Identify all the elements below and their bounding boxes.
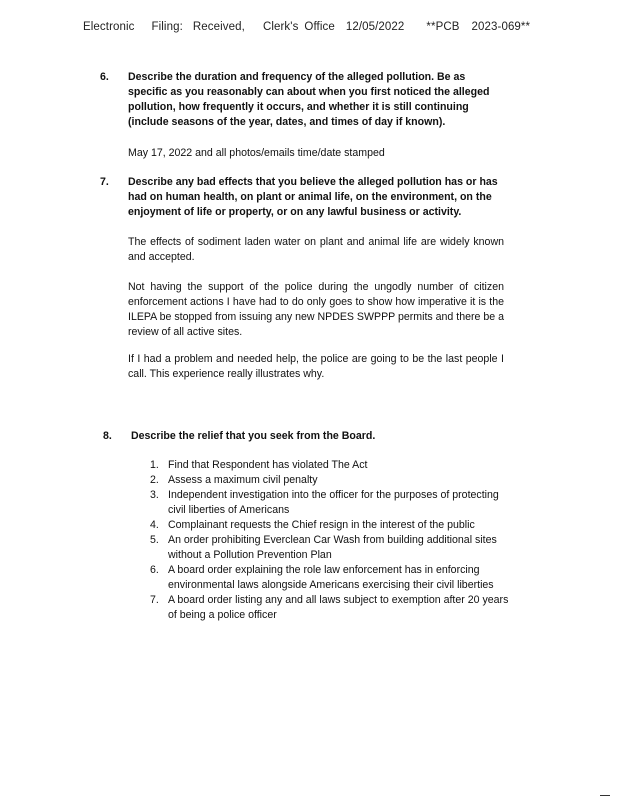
page-edge-mark (600, 795, 610, 796)
list-item: 4. Complainant requests the Chief resign in the interest of the public (150, 519, 475, 531)
answer-paragraph: Not having the support of the police during the ungodly number of citizen enforcement actions I have had to do only goes to show how imperative it is the ILEPA be stopped from issuing any new NPDES SWPPP permits and there be a review of all active sites. (128, 281, 504, 338)
question-text: Describe any bad effects that you believe the alleged pollution has or has had on human health, on plant or animal life, on the environment, on the enjoyment of life or property, or on any lawful business or activity. (128, 176, 498, 218)
list-item: 5. An order prohibiting Everclean Car Wash from building additional sites without a Pollution Prevention Plan (150, 534, 497, 561)
header-date: 12/05/2022 (345, 21, 405, 33)
list-item: 3. Independent investigation into the officer for the purposes of protecting civil liberties of Americans (150, 489, 499, 516)
filing-header (83, 21, 538, 33)
header-part: Filing: (151, 21, 183, 33)
header-part: Electronic (83, 21, 135, 33)
answer-paragraph: If I had a problem and needed help, the police are going to be the last people I call. This experience really illustrates why. (128, 353, 504, 380)
question-6 (100, 70, 504, 170)
list-item: 6. A board order explaining the role law enforcement has in enforcing environmental laws alongside Americans exercising their civil liberties (150, 564, 494, 591)
relief-list (150, 458, 510, 623)
header-part: **PCB (426, 21, 460, 33)
question-text: Describe the relief that you seek from the Board. (131, 430, 376, 442)
header-part: Clerk's (262, 21, 299, 33)
list-item: 1. Find that Respondent has violated The Act (150, 459, 368, 471)
list-item: 2. Assess a maximum civil penalty (150, 474, 318, 486)
question-7 (100, 175, 504, 395)
question-number: 8. (103, 430, 112, 442)
question-number: 6. (100, 71, 109, 83)
list-item: 7. A board order listing any and all laws subject to exemption after 20 years of being a police officer (150, 594, 509, 621)
header-part: Office (304, 21, 335, 33)
question-8 (100, 429, 504, 449)
header-part: Received, (192, 21, 245, 33)
header-case-number: 2023-069** (471, 21, 531, 33)
answer-paragraph: The effects of sodiment laden water on plant and animal life are widely known and accepted. (128, 236, 504, 263)
question-text: Describe the duration and frequency of the alleged pollution. Be as specific as you reasonably can about when you first noticed the alleged pollution, how frequently it occurs, and whether it is still continuing (include seasons of the year, dates, and times of day if known). (128, 71, 490, 128)
answer-text: May 17, 2022 and all photos/emails time/date stamped (128, 147, 385, 159)
question-number: 7. (100, 176, 109, 188)
